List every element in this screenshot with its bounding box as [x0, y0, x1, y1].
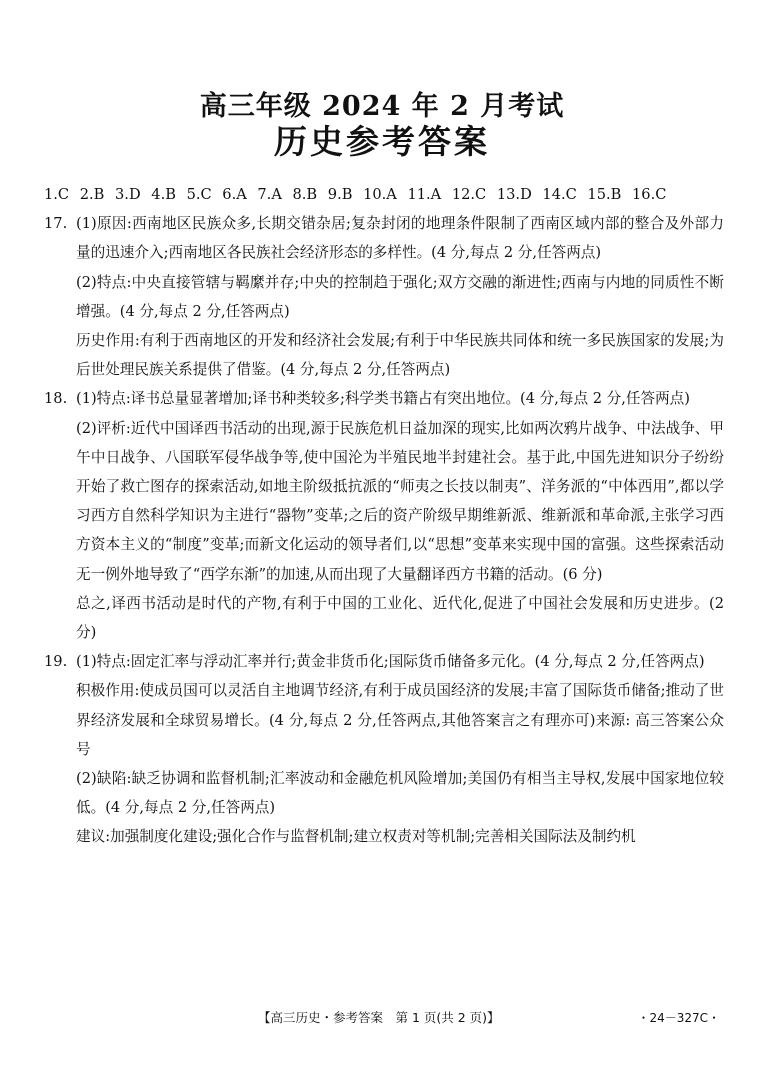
- exam-title: 高三年级 2024 年 2 月考试: [199, 91, 565, 122]
- answer-subtitle: 历史参考答案: [274, 122, 490, 161]
- paper-code: ・24－327C・: [637, 1011, 720, 1025]
- question-17-effect: 历史作用:有利于西南地区的开发和经济社会发展;有利于中华民族共同体和统一多民族国家的发展;为后世处理民族关系提供了借鉴。(4 分,每点 2 分,任答两点): [76, 332, 724, 379]
- question-18-part1: (1)特点:译书总量显著增加;译书种类较多;科学类书籍占有突出地位。(4 分,每点 2 分,任答两点): [76, 390, 690, 408]
- question-18-summary: 总之,译西书活动是时代的产物,有利于中国的工业化、近代化,促进了中国社会发展和历史进步。(2 分): [76, 594, 724, 642]
- question-19-suggestion: 建议:加强制度化建设;强化合作与监督机制;建立权责对等机制;完善相关国际法及制约机: [76, 828, 636, 846]
- question-18-part2: (2)评析:近代中国译西书活动的出现,源于民族危机日益加深的现实,比如两次鸦片战争、中法战争、甲午中日战争、八国联军侵华战争等,使中国沦为半殖民地半封建社会。基于此,中国先进知识分子纷纷开始了救亡图存的探索活动,如地主阶级抵抗派的“师夷之长技以制夷”、洋务派的“中体西用”,都以学习西方自然科学知识为主进行“器物”变革;之后的资产阶级早期维新派、维新派和革命派,主张学习西方资本主义的“制度”变革;而新文化运动的领导者们,以“思想”变革来实现中国的富强。这些探索活动无一例外地导致了“西学东渐”的加速,从而出现了大量翻译西方书籍的活动。(6 分): [76, 419, 724, 583]
- question-17-part1: (1)原因:西南地区民族众多,长期交错杂居;复杂封闭的地理条件限制了西南区域内部的整合及外部力量的迅速介入;西南地区各民族社会经济形态的多样性。(4 分,每点 2 分,任答两点): [76, 215, 724, 262]
- question-number: 19.: [44, 653, 68, 671]
- question-number: 18.: [44, 390, 68, 408]
- question-18: [44, 384, 724, 413]
- question-19: [44, 647, 724, 676]
- page-footer: 【高三历史・参考答案 第 1 页(共 2 页)】: [258, 1010, 500, 1025]
- question-19-part1: (1)特点:固定汇率与浮动汇率并行;黄金非货币化;国际货币储备多元化。(4 分,每点 2 分,任答两点): [76, 653, 705, 671]
- choice-answers: 1.C 2.B 3.D 4.B 5.C 6.A 7.A 8.B 9.B 10.A 11.A 12.C 13.D 14.C 15.B 16.C: [44, 186, 667, 203]
- question-17-part2: (2)特点:中央直接管辖与羁縻并存;中央的控制趋于强化;双方交融的渐进性;西南与内地的同质性不断增强。(4 分,每点 2 分,任答两点): [76, 273, 724, 320]
- question-19-effect: 积极作用:使成员国可以灵活自主地调节经济,有利于成员国经济的发展;丰富了国际货币储备;推动了世界经济发展和全球贸易增长。(4 分,每点 2 分,任答两点,其他答案言之有理亦可)来源: 高三答案公众号: [76, 682, 724, 758]
- answer-content: [44, 180, 724, 852]
- question-17: [44, 209, 724, 267]
- question-number: 17.: [44, 215, 68, 233]
- question-19-part2: (2)缺陷:缺乏协调和监督机制;汇率波动和金融危机风险增加;美国仍有相当主导权,发展中国家地位较低。(4 分,每点 2 分,任答两点): [76, 770, 724, 817]
